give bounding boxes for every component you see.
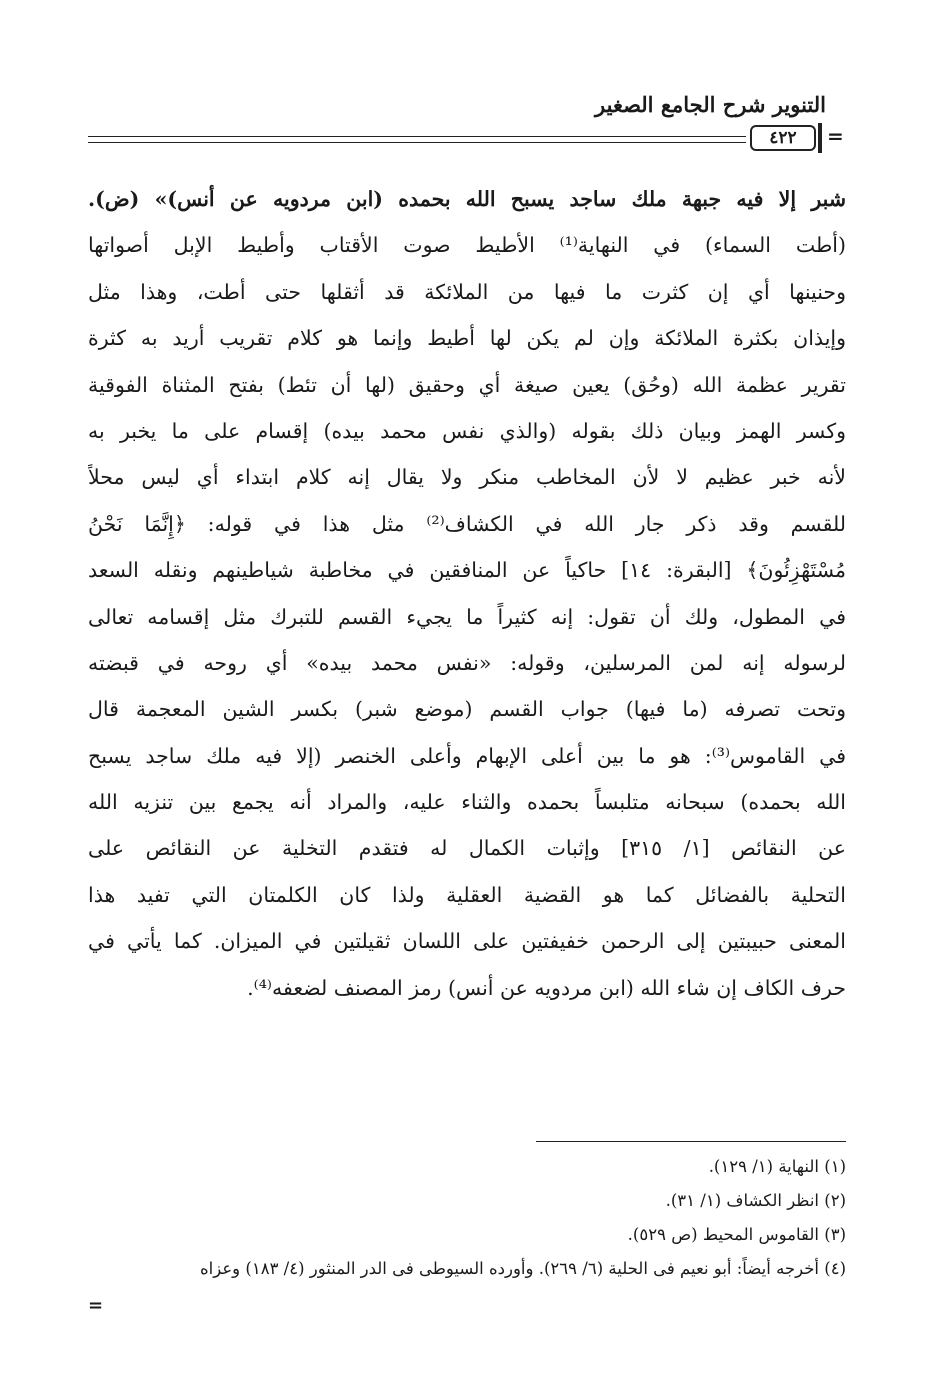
footnote-item: (١) النهاية (١/ ١٢٩).	[708, 1157, 846, 1176]
text-line: الله بحمده) سبحانه متلبساً بحمده والثناء عليه، والمراد أنه يجمع بين تنزيه الله	[88, 790, 846, 815]
running-title: التنوير شرح الجامع الصغير	[595, 92, 826, 117]
text-line: وتحت تصرفه (ما فيها) جواب القسم (موضع شبر) بكسر الشين المعجمة قال	[88, 697, 846, 722]
footnote-item: (٤) أخرجه أيضاً: أبو نعيم فى الحلية (٦/ ٢٦٩). وأورده السيوطى فى الدر المنثور (٤/ ١٨٣) وعزاه	[200, 1259, 846, 1278]
main-text	[88, 176, 846, 1096]
text-line: المعنى حبيبتين إلى الرحمن خفيفتين على اللسان ثقيلتين في الميزان. كما يأتي في	[88, 929, 846, 954]
text-line: التحلية بالفضائل كما هو القضية العقلية ولذا كان الكلمتان التي تفيد هذا	[88, 882, 846, 907]
text-line: للقسم وقد ذكر جار الله في الكشاف⁽²⁾ مثل هذا في قوله: ﴿إِنَّمَا نَحْنُ	[88, 511, 846, 536]
header-rule-bottom	[88, 142, 746, 143]
footnotes	[88, 1150, 846, 1286]
text-line: وحنينها أي إن كثرت ما فيها من الملائكة قد أثقلها حتى أطت، وهذا مثل	[88, 279, 846, 304]
text-line: شبر إلا فيه جبهة ملك ساجد يسبح الله بحمده (ابن مردويه عن أنس)» (ض).	[88, 187, 846, 211]
header-continuation-mark: =	[827, 124, 844, 148]
footnote-continuation-mark: =	[88, 1295, 104, 1316]
text-line: وإيذان بكثرة الملائكة وإن لم يكن لها أطيط وإنما هو كلام تقريب أريد به كثرة	[88, 326, 846, 351]
text-line: حرف الكاف إن شاء الله (ابن مردويه عن أنس) رمز المصنف لضعفه⁽⁴⁾.	[247, 975, 846, 1000]
footnote-item: (٢) انظر الكشاف (١/ ٣١).	[665, 1191, 846, 1210]
text-line: (أطت السماء) في النهاية⁽¹⁾ الأطيط صوت الأقتاب وأطيط الإبل أصواتها	[88, 233, 846, 258]
text-line: في القاموس⁽³⁾: هو ما بين أعلى الإبهام وأعلى الخنصر (إلا فيه ملك ساجد يسبح	[88, 743, 846, 768]
text-line: عن النقائص [١/ ٣١٥] وإثبات الكمال له فتقدم التخلية عن النقائص على	[88, 836, 846, 861]
text-line: لرسوله إنه لمن المرسلين، وقوله: «نفس محمد بيده» أي روحه في قبضته	[88, 650, 846, 675]
text-line: تقرير عظمة الله (وحُق) يعين صيغة أي وحقيق (لها أن تئط) بفتح المثناة الفوقية	[88, 372, 846, 397]
page-number: ٤٢٢	[750, 125, 816, 151]
header-rule-top	[88, 136, 746, 137]
footnote-separator	[536, 1141, 846, 1142]
page-header	[88, 92, 848, 162]
text-line: لأنه خبر عظيم لا لأن المخاطب منكر ولا يقال إنه كلام ابتداء أي ليس محلاً	[88, 465, 846, 490]
text-line: في المطول، ولك أن تقول: إنه كثيراً ما يجيء القسم للتبرك مثل إقسامه تعالى	[88, 604, 846, 629]
footnote-item: (٣) القاموس المحيط (ص ٥٢٩).	[627, 1225, 846, 1244]
text-line: مُسْتَهْزِئُونَ﴾ [البقرة: ١٤] حاكياً عن المنافقين في مخاطبة شياطينهم ونقله السعد	[88, 558, 846, 583]
text-line: وكسر الهمز وبيان ذلك بقوله (والذي نفس محمد بيده) إقسام على ما يخبر به	[88, 418, 846, 443]
